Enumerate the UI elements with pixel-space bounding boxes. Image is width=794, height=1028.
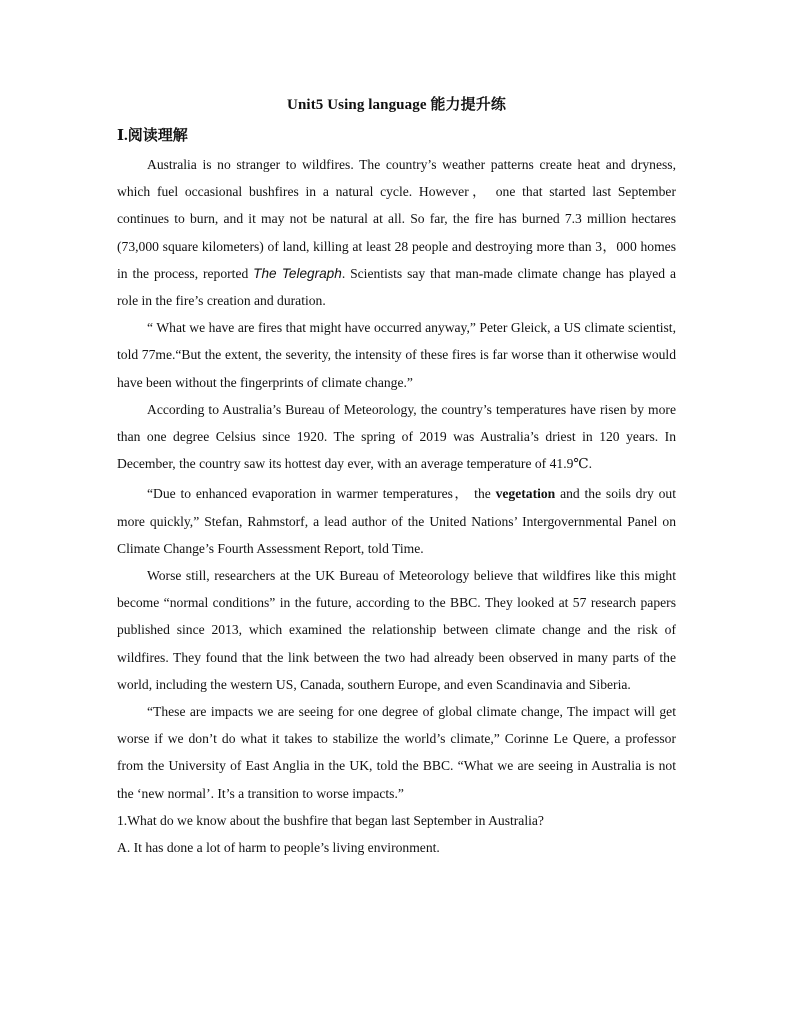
bold-word: vegetation: [495, 486, 556, 502]
section-heading: Ⅰ.阅读理解: [117, 128, 188, 144]
question-1-option-a: A. It has done a lot of harm to people’s living environment.: [117, 840, 440, 856]
paragraph-4: “Due to enhanced evaporation in warmer temperatures， the vegetation and the soils dry out more quickly,” Stefan, Rahmstorf, a lead author of the United Nations’ Intergovernmental Panel on Climate Change’s Fourth Assessment Report, told Time.: [117, 486, 676, 556]
page-title: Unit5 Using language 能力提升练: [287, 97, 506, 113]
reading-passage: [117, 151, 676, 861]
paragraph-2: “ What we have are fires that might have occurred anyway,” Peter Gleick, a US climate scientist, told 77me.“But the extent, the severity, the intensity of these fires is far worse than it otherwise would have been without the fingerprints of climate change.”: [117, 320, 676, 390]
paragraph-6: “These are impacts we are seeing for one degree of global climate change, The impact will get worse if we don’t do what it takes to stabilize the world’s climate,” Corinne Le Quere, a professor from the University of East Anglia in the UK, told the BBC. “What we are seeing in Australia is not the ‘new normal’. It’s a transition to worse impacts.”: [117, 704, 676, 801]
question-1: 1.What do we know about the bushfire that began last September in Australia?: [117, 812, 544, 828]
paragraph-1: Australia is no stranger to wildfires. The country’s weather patterns create heat and dryness, which fuel occasional bushfires in a natural cycle. However， one that started last September continues to burn, and it may not be natural at all. So far, the fire has burned 7.3 million hectares (73,000 square kilometers) of land, killing at least 28 people and destroying more than 3，000 homes in the process, reported The Telegraph. Scientists say that man-made climate change has played a role in the fire’s creation and duration.: [117, 157, 676, 309]
paragraph-5: Worse still, researchers at the UK Bureau of Meteorology believe that wildfires like this might become “normal conditions” in the future, according to the BBC. They looked at 57 research papers published since 2013, which examined the relationship between climate change and the risk of wildfires. They found that the link between the two had already been observed in many parts of the world, including the western US, Canada, southern Europe, and even Scandinavia and Siberia.: [117, 568, 676, 692]
paragraph-3: According to Australia’s Bureau of Meteorology, the country’s temperatures have risen by more than one degree Celsius since 1920. The spring of 2019 was Australia’s driest in 120 years. In December, the country saw its hottest day ever, with an average temperature of 41.9℃.: [117, 401, 676, 472]
source-title: The Telegraph: [253, 265, 342, 281]
